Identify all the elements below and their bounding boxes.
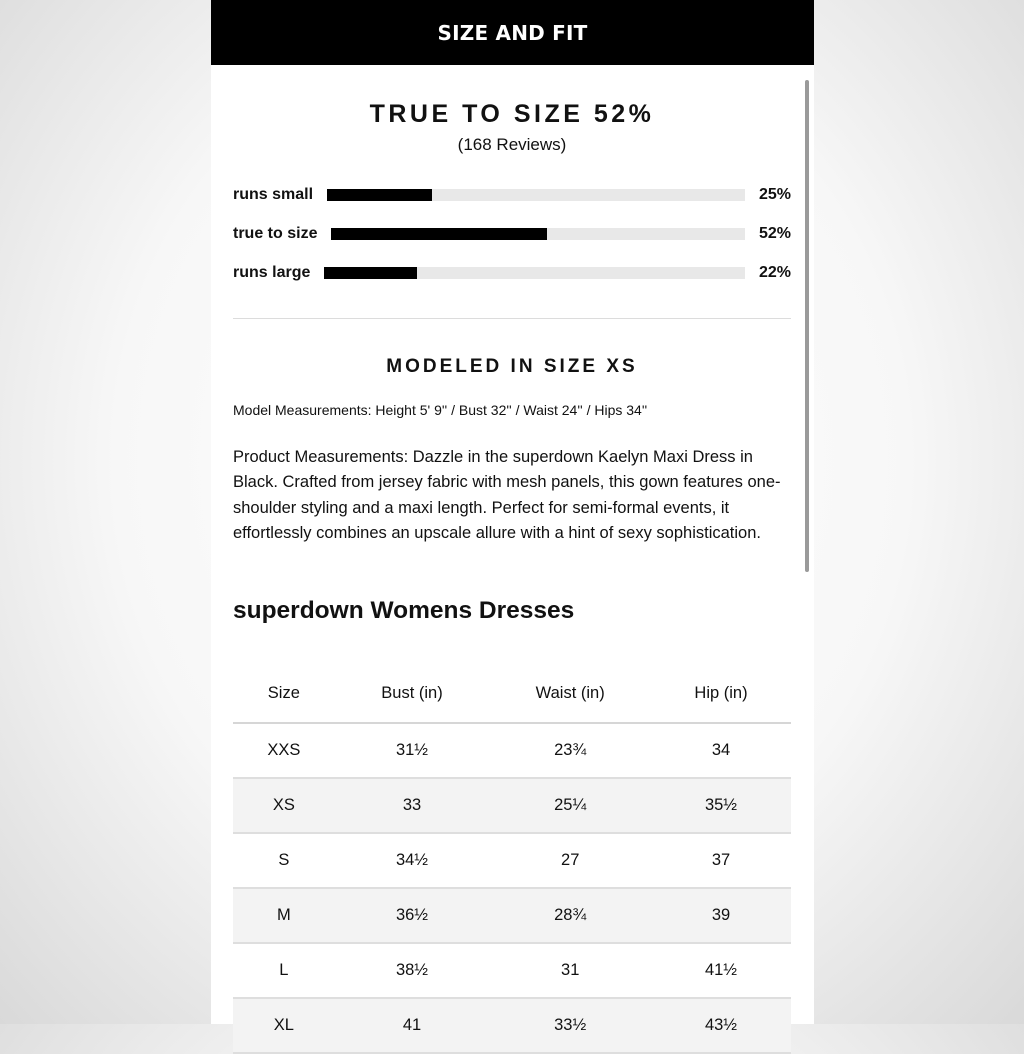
- cell-size: XXS: [233, 723, 335, 778]
- fit-bar-value: 25%: [758, 185, 791, 203]
- column-header-hip: Hip (in): [651, 664, 791, 723]
- cell-waist: 23¾: [489, 723, 651, 778]
- size-chart-title: superdown Womens Dresses: [233, 597, 575, 625]
- cell-size: XS: [233, 778, 335, 833]
- cell-bust: 41: [335, 998, 490, 1053]
- product-description: Product Measurements: Dazzle in the superdown Kaelyn Maxi Dress in Black. Crafted from jersey fabric with mesh panels, this gown features one-shoulder styling and a maxi length. Perfect for semi-formal events, it effortlessly combines an upscale allure with a hint of sexy sophistication.: [233, 448, 781, 542]
- cell-size: S: [233, 833, 335, 888]
- model-measurements: Model Measurements: Height 5' 9'' / Bust 32'' / Waist 24'' / Hips 34'': [233, 402, 648, 418]
- cell-bust: 34½: [335, 833, 490, 888]
- fit-bar-fill: [331, 228, 546, 240]
- panel-content: [233, 65, 791, 1054]
- modeled-size-title: MODELED IN SIZE XS: [386, 356, 638, 377]
- cell-hip: 34: [651, 723, 791, 778]
- fit-bar-label: true to size: [233, 224, 318, 242]
- fit-bar-runs-small: [233, 183, 791, 206]
- fit-bar-fill: [324, 267, 417, 279]
- size-and-fit-panel: [211, 0, 814, 1035]
- cell-bust: 36½: [335, 888, 490, 943]
- cell-waist: 25¼: [489, 778, 651, 833]
- cell-waist: 28¾: [489, 888, 651, 943]
- cell-waist: 33½: [489, 998, 651, 1053]
- scrollbar[interactable]: [805, 80, 809, 572]
- fit-bar-track: [324, 267, 745, 279]
- fit-bar-label: runs large: [233, 263, 311, 281]
- table-header-row: [233, 664, 791, 723]
- column-header-bust: Bust (in): [335, 664, 490, 723]
- cell-size: L: [233, 943, 335, 998]
- column-header-waist: Waist (in): [489, 664, 651, 723]
- fit-bar-track: [327, 189, 745, 201]
- panel-title: SIZE AND FIT: [437, 20, 588, 45]
- cell-hip: 43½: [651, 998, 791, 1053]
- column-header-size: Size: [233, 664, 335, 723]
- cell-size: M: [233, 888, 335, 943]
- cell-bust: 31½: [335, 723, 490, 778]
- fit-bar-value: 52%: [758, 224, 791, 242]
- cell-hip: 41½: [651, 943, 791, 998]
- fit-bar-runs-large: [233, 261, 791, 284]
- table-row: [233, 723, 791, 778]
- table-row: [233, 998, 791, 1053]
- cell-hip: 37: [651, 833, 791, 888]
- cell-bust: 33: [335, 778, 490, 833]
- fit-summary-title: TRUE TO SIZE 52%: [369, 100, 655, 128]
- cell-bust: 38½: [335, 943, 490, 998]
- table-row: [233, 888, 791, 943]
- table-row: [233, 778, 791, 833]
- size-chart-table: [233, 664, 791, 1054]
- fit-bar-true-to-size: [233, 222, 791, 245]
- cell-size: XL: [233, 998, 335, 1053]
- fit-bar-label: runs small: [233, 185, 314, 203]
- section-divider: [233, 318, 791, 319]
- table-row: [233, 943, 791, 998]
- cell-hip: 39: [651, 888, 791, 943]
- header-bar: [211, 0, 814, 65]
- cell-waist: 27: [489, 833, 651, 888]
- cell-waist: 31: [489, 943, 651, 998]
- fit-bar-fill: [327, 189, 431, 201]
- fit-bar-track: [331, 228, 745, 240]
- cell-hip: 35½: [651, 778, 791, 833]
- review-count: (168 Reviews): [457, 135, 567, 154]
- fit-bar-value: 22%: [758, 263, 791, 281]
- fit-bars: [233, 183, 791, 284]
- table-row: [233, 833, 791, 888]
